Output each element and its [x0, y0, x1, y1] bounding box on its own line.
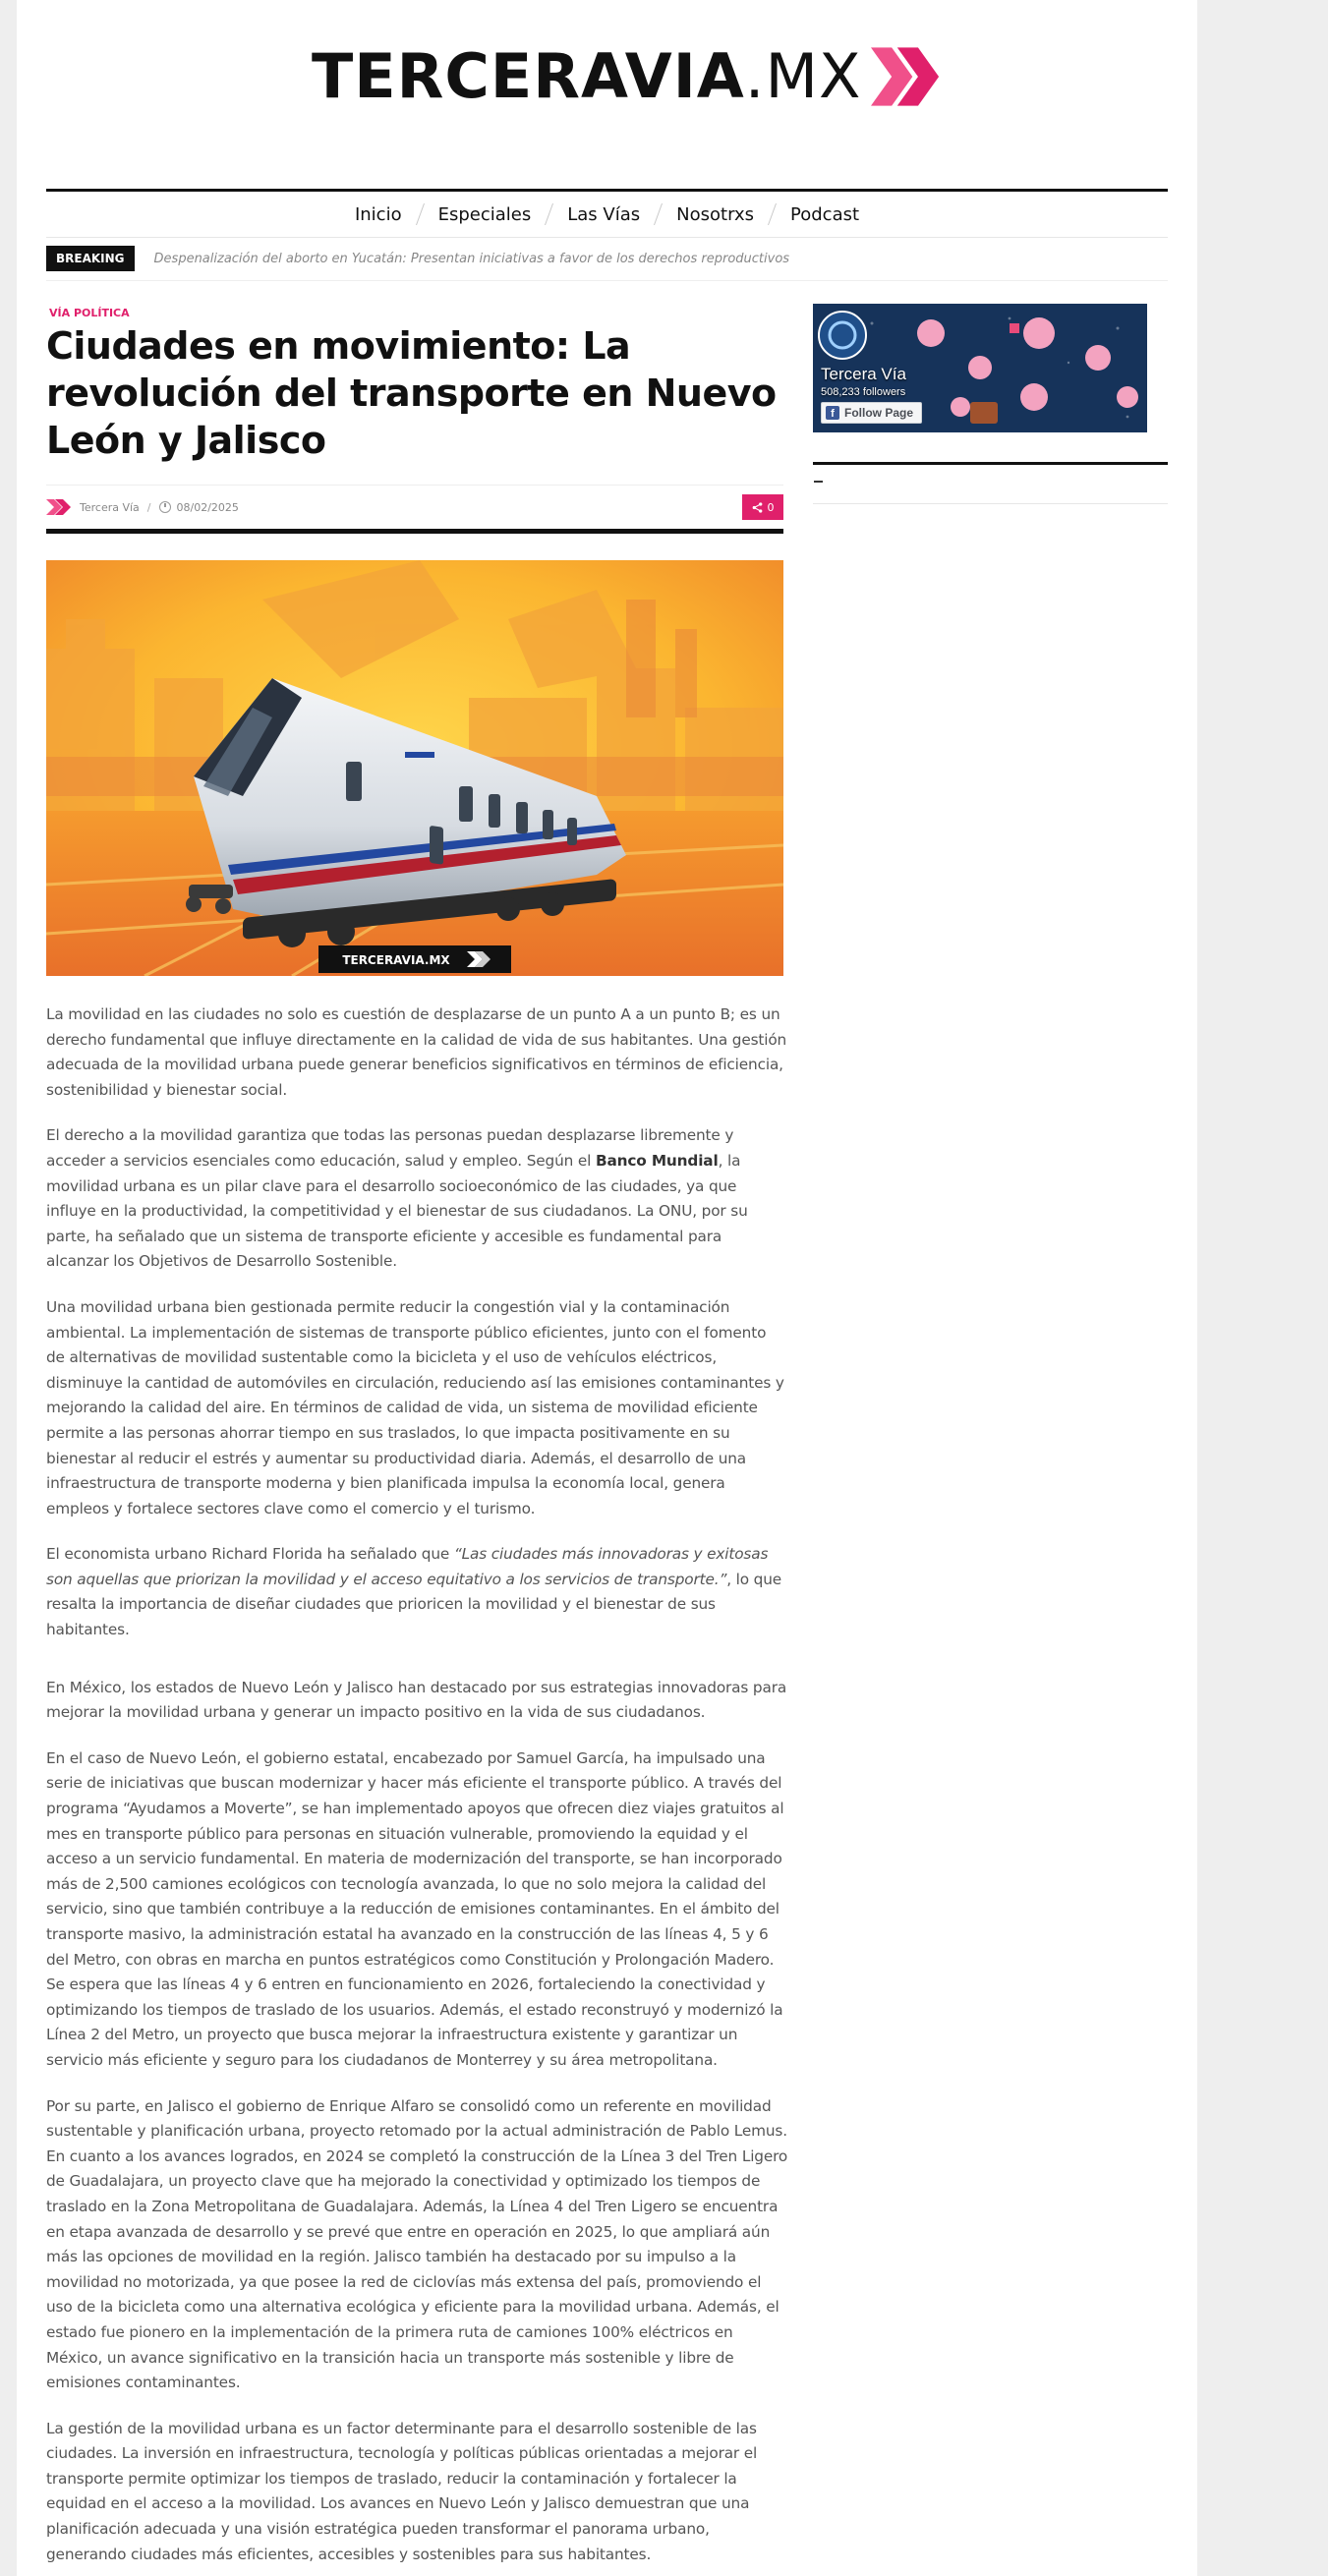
article-paragraph: Una movilidad urbana bien gestionada permite reducir la congestión vial y la contaminación ambiental. La implementación de sistemas de transporte público eficientes, junto con el fomento de alternativas de movilidad sustentable como la bicicleta y el uso de vehículos eléctricos, disminuye la cantidad de automóviles en circulación, reduciendo así las emisiones contaminantes y mejorando la calidad del aire. En términos de calidad de vida, un sistema de movilidad eficiente permite a las personas ahorrar tiempo en sus traslados, lo que impacta positivamente en su bienestar al reducir el estrés y aumentar su productividad diaria. Además, el desarrollo de una infraestructura de transporte moderna y bien planificada impulsa la economía local, genera empleos y fortalece sectores clave como el comercio y el turismo.: [46, 1297, 784, 1517]
breaking-headline-link[interactable]: Despenalización del aborto en Yucatán: Presentan iniciativas a favor de los derechos reproductivos: [153, 251, 790, 266]
article-title: Ciudades en movimiento: La revolución del transporte en Nuevo León y Jalisco: [46, 324, 777, 462]
publish-date: 08/02/2025: [176, 500, 239, 514]
clock-icon: [159, 501, 171, 513]
quote-text: “Las ciudades más innovadoras y exitosas son aquellas que priorizan la movilidad y el acceso equitativo a los servicios de transporte.”: [46, 1545, 769, 1588]
fb-followers-count: 508,233 followers: [821, 386, 906, 398]
article-paragraph: La movilidad en las ciudades no solo es cuestión de desplazarse de un punto A a un punto B; es un derecho fundamental que influye directamente en la calidad de vida de sus habitantes. Una gestión adecuada de la movilidad urbana puede generar beneficios significativos en términos de eficiencia, sostenibilidad y bienestar social.: [46, 1005, 787, 1099]
sidebar-rule: [813, 462, 1168, 465]
article-paragraph: El economista urbano Richard Florida ha señalado que “Las ciudades más innovadoras y exitosas son aquellas que priorizan la movilidad y el acceso equitativo a los servicios de transporte.”, lo que resalta la importancia de diseñar ciudades que prioricen la movilidad y el bienestar de sus habitantes.: [46, 1545, 782, 1639]
article-meta: [46, 494, 783, 520]
breaking-rule: [46, 280, 1168, 281]
hero-image: [46, 560, 783, 976]
train-illustration: [46, 560, 783, 976]
nav-item-podcast[interactable]: Podcast: [790, 203, 860, 225]
bold-term: Banco Mundial: [595, 1151, 719, 1170]
sidebar-rule-thin: [813, 503, 1168, 504]
article-paragraph: El derecho a la movilidad garantiza que todas las personas puedan desplazarse libremente y acceder a servicios esenciales como educación, salud y empleo. Según el Banco Mundial, la movilidad urbana es un pilar clave para el desarrollo socioeconómico de las ciudades, ya que influye en la productividad, la competitividad y el bienestar de sus ciudadanos. La ONU, por su parte, ha señalado que un sistema de transporte eficiente y accesible es fundamental para alcanzar los Objetivos de Desarrollo Sostenible.: [46, 1126, 748, 1271]
article-body: [46, 1002, 788, 2576]
article-paragraph: En el caso de Nuevo León, el gobierno estatal, encabezado por Samuel García, ha impulsado una serie de iniciativas que buscan modernizar y hacer más eficiente el transporte público. A través del programa “Ayudamos a Moverte”, se han implementado apoyos que ofrecen diez viajes gratuitos al mes en transporte público para personas en situación vulnerable, promoviendo la equidad y el acceso a un servicio fundamental. En materia de modernización del transporte, se han incorporado más de 2,500 camiones ecológicos con tecnología avanzada, lo que no solo mejora la calidad del servicio, sino que también contribuye a la reducción de emisiones contaminantes. En el ámbito del transporte masivo, la administración estatal ha avanzado en la construcción de las líneas 4, 5 y 6 del Metro, con obras en marcha en puntos estratégicos como Constitución y Prolongación Madero. Se espera que las líneas 4 y 6 entren en funcionamiento en 2026, fortaleciendo la conectividad y optimizando los tiempos de traslado de los usuarios. Además, el estado reconstruyó y modernizó la Línea 2 del Metro, un proyecto que busca mejorar la infraestructura existente y garantizar un servicio más eficiente y seguro para los ciudadanos de Monterrey y su área metropolitana.: [46, 1748, 784, 2069]
meta-separator: /: [146, 500, 151, 514]
share-icon: [752, 502, 763, 513]
nav-item-las-vias[interactable]: Las Vías: [567, 203, 641, 225]
share-button[interactable]: [742, 494, 783, 520]
page: [17, 0, 1197, 2576]
nav-item-inicio[interactable]: Inicio: [354, 203, 402, 225]
share-count: 0: [767, 500, 775, 514]
article-paragraph: Por su parte, en Jalisco el gobierno de Enrique Alfaro se consolidó como un referente en movilidad sustentable y planificación urbana, proyecto retomado por la actual administración de Pablo Lemus. En cuanto a los avances logrados, en 2024 se completó la construcción de la Línea 3 del Tren Ligero de Guadalajara, un proyecto clave que ha mejorado la conectividad y optimizado los tiempos de traslado en la Zona Metropolitana de Guadalajara. Además, la Línea 4 del Tren Ligero se encuentra en etapa avanzada de desarrollo y se prevé que entre en operación en 2025, lo que ampliará aún más las opciones de movilidad en la región. Jalisco también ha destacado por su impulso a la movilidad no motorizada, ya que posee la red de ciclovías más extensa del país, promoviendo el uso de la bicicleta como una alternativa ecológica y eficiente para la movilidad urbana. Además, el estado fue pionero en la implementación de la primera ruta de camiones 100% eléctricos en México, un avance significativo en la transición hacia un transporte más sostenible y libre de emisiones contaminantes.: [46, 2096, 788, 2392]
logo-arrows-icon: [871, 35, 941, 118]
author-avatar-icon: [46, 499, 72, 515]
meta-rule-thick: [46, 529, 783, 534]
article-category-link[interactable]: VÍA POLÍTICA: [49, 307, 130, 319]
facebook-page-widget[interactable]: [813, 304, 1147, 432]
breaking-badge: BREAKING: [46, 246, 135, 271]
nav-item-nosotrxs[interactable]: Nosotrxs: [676, 203, 755, 225]
breaking-news-bar: [46, 246, 789, 271]
nav-bottom-rule: [46, 237, 1168, 238]
meta-rule: [46, 485, 783, 486]
main-nav: [46, 192, 1168, 237]
facebook-f-icon: f: [826, 406, 839, 420]
article-paragraph: La gestión de la movilidad urbana es un factor determinante para el desarrollo sostenible de las ciudades. La inversión en infraestructura, tecnología y políticas públicas orientadas a mejorar el transporte permite optimizar los tiempos de traslado, reducir la contaminación y fortalecer la equidad en el acceso a la movilidad. Los avances en Nuevo León y Jalisco demuestran que una planificación adecuada y una visión estratégica pueden transformar el panorama urbano, generando ciudades más eficientes, accesibles y sostenibles para sus habitantes.: [46, 2419, 758, 2563]
author-link[interactable]: Tercera Vía: [80, 500, 140, 514]
fb-follow-label: Follow Page: [844, 406, 914, 420]
fb-page-name[interactable]: Tercera Vía: [821, 365, 906, 383]
sidebar-dash: [814, 481, 823, 483]
site-logo[interactable]: [312, 29, 941, 124]
nav-item-especiales[interactable]: Especiales: [437, 203, 532, 225]
logo-wordmark: TERCERAVIA.MX: [312, 40, 862, 112]
fb-follow-button[interactable]: [821, 402, 922, 424]
hero-watermark: TERCERAVIA.MX: [342, 953, 450, 967]
article-paragraph: En México, los estados de Nuevo León y Jalisco han destacado por sus estrategias innovadoras para mejorar la movilidad urbana y generar un impacto positivo en la vida de sus ciudadanos.: [46, 1678, 787, 1722]
